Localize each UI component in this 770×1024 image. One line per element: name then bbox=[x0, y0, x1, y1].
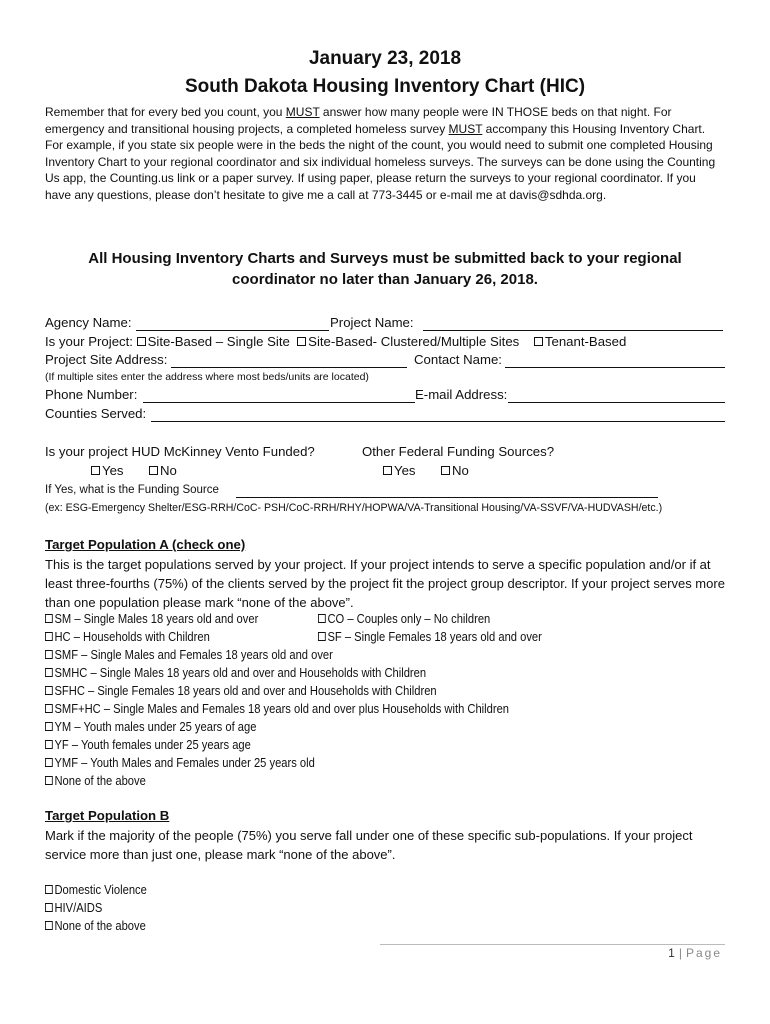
counties-label: Counties Served: bbox=[45, 406, 147, 421]
site-based-single-checkbox[interactable] bbox=[137, 337, 146, 346]
hud-no-option bbox=[149, 463, 177, 478]
target-b-description: Mark if the majority of the people (75%) you serve fall under one of these specific sub-populations. If your project service more than just one, please mark “none of the above”. bbox=[45, 828, 693, 862]
project-site-address-field[interactable] bbox=[171, 367, 407, 368]
option-ymf bbox=[45, 755, 315, 770]
email-label: E-mail Address: bbox=[415, 387, 508, 402]
agency-name-field[interactable] bbox=[136, 330, 329, 331]
tenant-based-checkbox[interactable] bbox=[534, 337, 543, 346]
option-sm bbox=[45, 611, 258, 626]
project-name-label: Project Name: bbox=[330, 315, 414, 330]
contact-name-field[interactable] bbox=[505, 367, 725, 368]
deadline-line-2: coordinator no later than January 26, 2018. bbox=[232, 271, 538, 288]
sf-label: SF – Single Females 18 years old and over bbox=[327, 629, 542, 644]
hud-no-label: No bbox=[160, 463, 177, 478]
option-yf bbox=[45, 737, 251, 752]
project-name-field[interactable] bbox=[423, 330, 723, 331]
hc-checkbox[interactable] bbox=[45, 632, 53, 641]
hud-yes-option bbox=[91, 463, 124, 478]
intro-paragraph: Remember that for every bed you count, you MUST answer how many people were IN THOSE beds on that night. For emergency and transitional housing projects, a completed homeless survey MUST accompany this Housing Inventory Chart. For example, if you state six people were in the beds the night of the count, you would need to submit one completed Housing Inventory Chart to your regional coordinator and six individual homeless surveys. The surveys can be done using the Counting Us app, the Counting.us link or a paper survey. If using paper, please return the surveys to your regional coordinator. If you have any questions, please don’t hesitate to give me a call at 773-3445 or e-mail me at davis@sdhda.org. bbox=[45, 105, 716, 202]
agency-name-label: Agency Name: bbox=[45, 315, 132, 330]
deadline-line-1: All Housing Inventory Charts and Surveys must be submitted back to your regional bbox=[88, 250, 682, 267]
document-date: January 23, 2018 bbox=[308, 48, 462, 69]
email-field[interactable] bbox=[508, 402, 725, 403]
other-yes-checkbox[interactable] bbox=[383, 466, 392, 475]
page-number: 1 bbox=[668, 946, 675, 960]
sfhc-checkbox[interactable] bbox=[45, 686, 53, 695]
yf-label: YF – Youth females under 25 years age bbox=[54, 737, 251, 752]
smfhc-checkbox[interactable] bbox=[45, 704, 53, 713]
funding-source-field[interactable] bbox=[236, 497, 658, 498]
sm-label: SM – Single Males 18 years old and over bbox=[54, 611, 259, 626]
other-yes-option bbox=[383, 463, 416, 478]
hud-funded-question: Is your project HUD McKinney Vento Funded? bbox=[45, 444, 315, 459]
smhc-label: SMHC – Single Males 18 years old and over and Households with Children bbox=[54, 665, 427, 680]
phone-label: Phone Number: bbox=[45, 387, 138, 402]
none-a-label: None of the above bbox=[54, 773, 146, 788]
none-b-checkbox[interactable] bbox=[45, 921, 53, 930]
option-dv bbox=[45, 882, 147, 897]
site-based-multi-checkbox[interactable] bbox=[297, 337, 306, 346]
counties-field[interactable] bbox=[151, 421, 725, 422]
option-none-a bbox=[45, 773, 146, 788]
target-a-description: This is the target populations served by your project. If your project intends to serve a specific population and/or if at least three-fourths (75%) of the clients served by the project fit the project group descriptor. If your project serves more than one population please mark “none of the above”. bbox=[45, 557, 725, 610]
page-footer: 1 | Page bbox=[668, 946, 722, 960]
target-b-heading: Target Population B bbox=[45, 808, 170, 823]
page-word: Page bbox=[685, 946, 722, 960]
funding-source-example: (ex: ESG-Emergency Shelter/ESG-RRH/CoC- PSH/CoC-RRH/RHY/HOPWA/VA-Transitional Housing/VA-SSVF/VA-HUDVASH/etc.) bbox=[45, 502, 663, 514]
smf-checkbox[interactable] bbox=[45, 650, 53, 659]
option-ym bbox=[45, 719, 256, 734]
ym-checkbox[interactable] bbox=[45, 722, 53, 731]
yf-checkbox[interactable] bbox=[45, 740, 53, 749]
option-sfhc bbox=[45, 683, 437, 698]
project-site-address-label: Project Site Address: bbox=[45, 352, 168, 367]
multiple-sites-note: (If multiple sites enter the address where most beds/units are located) bbox=[45, 371, 369, 383]
other-no-checkbox[interactable] bbox=[441, 466, 450, 475]
smhc-checkbox[interactable] bbox=[45, 668, 53, 677]
other-no-label: No bbox=[452, 463, 469, 478]
option-none-b bbox=[45, 918, 146, 933]
none-b-label: None of the above bbox=[54, 918, 146, 933]
target-a-heading: Target Population A (check one) bbox=[45, 537, 246, 552]
sm-checkbox[interactable] bbox=[45, 614, 53, 623]
footer-divider bbox=[380, 944, 725, 945]
contact-name-label: Contact Name: bbox=[414, 352, 502, 367]
ym-label: YM – Youth males under 25 years of age bbox=[54, 719, 257, 734]
sfhc-label: SFHC – Single Females 18 years old and over and Households with Children bbox=[54, 683, 437, 698]
hc-label: HC – Households with Children bbox=[54, 629, 210, 644]
other-funding-question: Other Federal Funding Sources? bbox=[362, 444, 555, 459]
document-title: South Dakota Housing Inventory Chart (HIC) bbox=[184, 76, 586, 97]
ymf-label: YMF – Youth Males and Females under 25 years old bbox=[54, 755, 315, 770]
site-based-single-label: Site-Based – Single Site bbox=[147, 334, 290, 349]
co-label: CO – Couples only – No children bbox=[327, 611, 491, 626]
option-hiv bbox=[45, 900, 102, 915]
hud-yes-label: Yes bbox=[102, 463, 124, 478]
smfhc-label: SMF+HC – Single Males and Females 18 years old and over plus Households with Children bbox=[54, 701, 510, 716]
project-type-row bbox=[45, 334, 626, 349]
smf-label: SMF – Single Males and Females 18 years old and over bbox=[54, 647, 333, 662]
hiv-label: HIV/AIDS bbox=[54, 900, 103, 915]
tenant-based-label: Tenant-Based bbox=[544, 334, 627, 349]
option-smfhc bbox=[45, 701, 509, 716]
other-no-option bbox=[441, 463, 469, 478]
option-smhc bbox=[45, 665, 426, 680]
dv-checkbox[interactable] bbox=[45, 885, 53, 894]
option-smf bbox=[45, 647, 333, 662]
option-sf bbox=[318, 629, 542, 644]
option-hc bbox=[45, 629, 210, 644]
ymf-checkbox[interactable] bbox=[45, 758, 53, 767]
funding-source-label: If Yes, what is the Funding Source bbox=[45, 484, 219, 496]
co-checkbox[interactable] bbox=[318, 614, 326, 623]
other-yes-label: Yes bbox=[394, 463, 416, 478]
sf-checkbox[interactable] bbox=[318, 632, 326, 641]
project-type-label: Is your Project: bbox=[45, 334, 133, 349]
dv-label: Domestic Violence bbox=[54, 882, 147, 897]
none-a-checkbox[interactable] bbox=[45, 776, 53, 785]
hiv-checkbox[interactable] bbox=[45, 903, 53, 912]
hud-no-checkbox[interactable] bbox=[149, 466, 158, 475]
site-based-multi-label: Site-Based- Clustered/Multiple Sites bbox=[308, 334, 520, 349]
option-co bbox=[318, 611, 490, 626]
phone-field[interactable] bbox=[143, 402, 415, 403]
hud-yes-checkbox[interactable] bbox=[91, 466, 100, 475]
